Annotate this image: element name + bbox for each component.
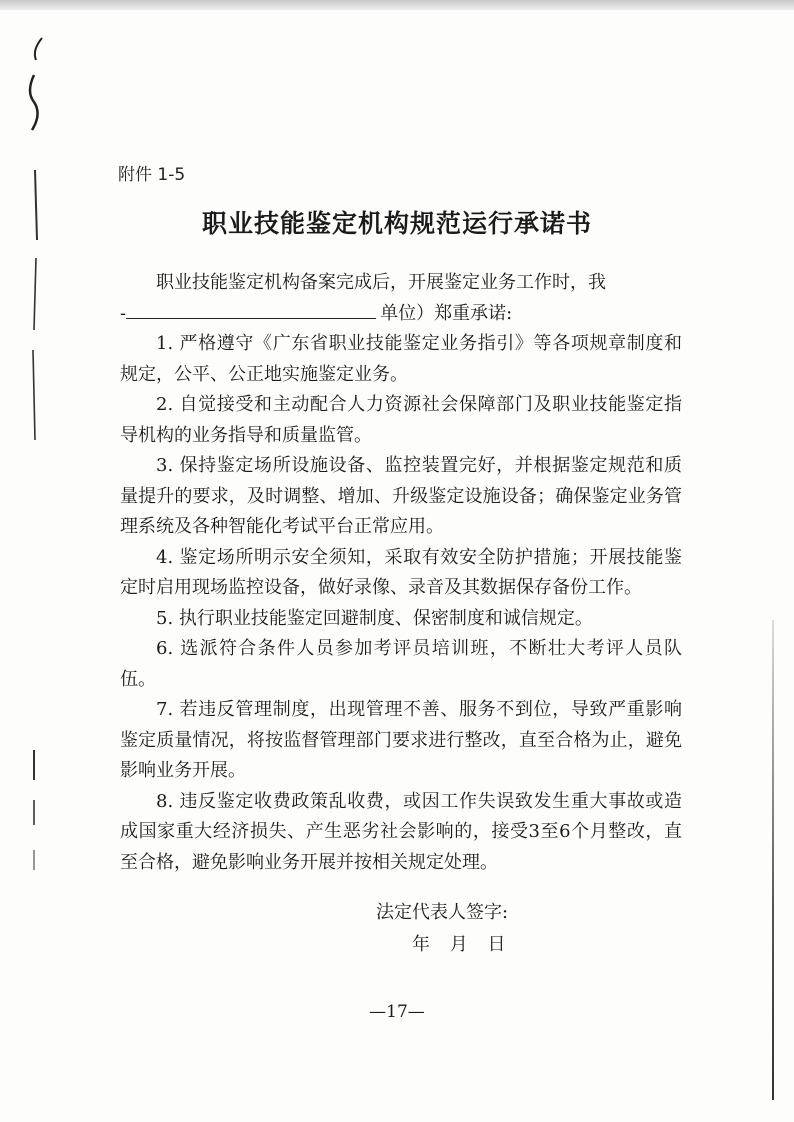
intro-line-2: [120, 299, 682, 330]
intro-line-1: 职业技能鉴定机构备案完成后，开展鉴定业务工作时，我: [156, 272, 606, 293]
document-body: [120, 268, 682, 878]
intro-line-2-text: 单位）郑重承诺:: [380, 302, 513, 324]
page-number: —17—: [369, 1002, 425, 1022]
commitment-item-8: 8. 违反鉴定收费政策乱收费，或因工作失误致发生重大事故或造成国家重大经济损失、产生恶劣社会影响的，接受3至6个月整改，直至合格，避免影响业务开展并按相关规定处理。: [120, 790, 682, 873]
scan-top-edge: [0, 0, 794, 10]
date-line: 年 月 日: [412, 934, 506, 955]
commitment-item-1: 1. 严格遵守《广东省职业技能鉴定业务指引》等各项规章制度和规定，公平、公正地实施鉴定业务。: [120, 333, 682, 385]
commitment-item-7: 7. 若违反管理制度，出现管理不善、服务不到位，导致严重影响鉴定质量情况，将按监督管理部门要求进行整改，直至合格为止，避免影响业务开展。: [120, 699, 682, 781]
document-title: 职业技能鉴定机构规范运行承诺书: [201, 209, 592, 238]
scan-right-edge: [772, 620, 774, 1100]
binding-marks: [22, 30, 52, 790]
signature-label: 法定代表人签字:: [376, 902, 509, 923]
commitment-item-5: 5. 执行职业技能鉴定回避制度、保密制度和诚信规定。: [156, 607, 593, 629]
commitment-item-6: 6. 选派符合条件人员参加考评员培训班，不断壮大考评人员队伍。: [120, 638, 682, 690]
blank-prefix: -: [120, 302, 127, 324]
attachment-label: 附件 1-5: [118, 165, 186, 185]
unit-name-blank: [126, 300, 376, 319]
commitment-item-4: 4. 鉴定场所明示安全须知，采取有效安全防护措施；开展技能鉴定时启用现场监控设备，做好录像、录音及其数据保存备份工作。: [120, 546, 682, 598]
commitment-item-3: 3. 保持鉴定场所设施设备、监控装置完好，并根据鉴定规范和质量提升的要求，及时调整、增加、升级鉴定设施设备；确保鉴定业务管理系统及各种智能化考试平台正常应用。: [120, 455, 682, 537]
binding-marks-lower: [28, 790, 40, 910]
commitment-item-2: 2. 自觉接受和主动配合人力资源社会保障部门及职业技能鉴定指导机构的业务指导和质量监管。: [120, 394, 682, 446]
